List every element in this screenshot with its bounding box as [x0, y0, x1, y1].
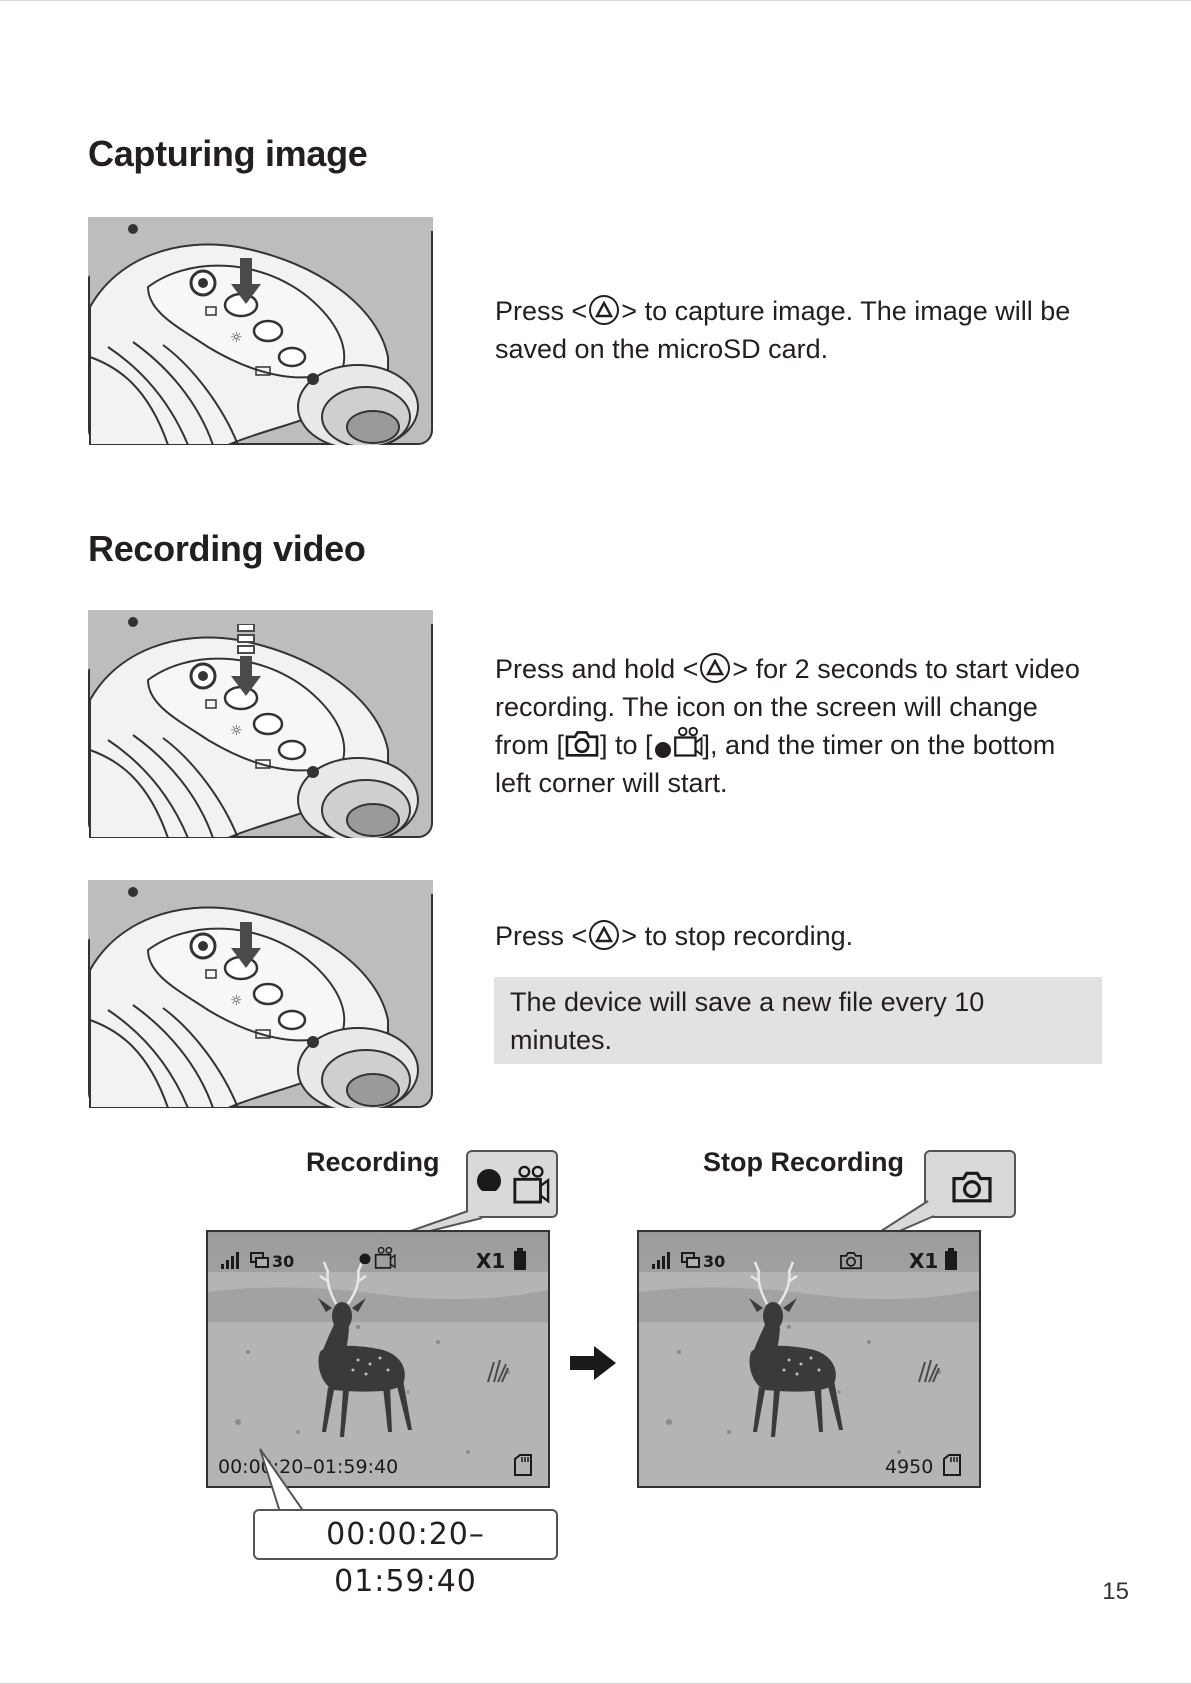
signal-icon	[220, 1252, 240, 1270]
record-dot-icon	[358, 1250, 372, 1264]
capture-button-icon	[589, 295, 619, 325]
zoom-value: X1	[909, 1249, 939, 1273]
record-stop-instructions: Press < > to stop recording.	[495, 921, 854, 951]
stopped-screen	[637, 1230, 981, 1488]
device-illustration-capture	[88, 217, 433, 445]
record-dot-icon	[653, 738, 673, 758]
frames-value: 30	[272, 1252, 295, 1271]
camera-icon	[839, 1250, 863, 1270]
note-box: The device will save a new file every 10 minutes.	[494, 977, 1102, 1064]
top-rule	[0, 0, 1191, 1]
stop-recording-label: Stop Recording	[703, 1147, 904, 1177]
frames-icon	[250, 1252, 270, 1269]
heading-capturing-image: Capturing image	[88, 133, 368, 174]
video-camera-icon	[374, 1246, 396, 1270]
frames-icon	[681, 1252, 701, 1269]
camera-icon	[564, 728, 600, 758]
frames-value: 30	[703, 1252, 726, 1271]
battery-icon	[514, 1248, 526, 1270]
timer-callout-pointer	[246, 1448, 306, 1514]
file-count: 4950	[885, 1456, 934, 1478]
record-dot-icon	[476, 1165, 502, 1191]
camera-icon	[950, 1168, 994, 1204]
timer-readout: 00:00:20–01:59:40	[218, 1456, 399, 1478]
battery-icon	[945, 1248, 957, 1270]
sd-card-icon	[943, 1454, 961, 1476]
press-hold-arrow-icon	[231, 624, 261, 696]
video-camera-icon	[673, 726, 703, 758]
record-start-instructions: Press and hold < > for 2 seconds to start video recording. The icon on the screen will change from [ ] to [ ], and the timer on the bottom left corner will start.	[495, 654, 1080, 798]
recording-callout	[466, 1150, 558, 1218]
timer-callout: 00:00:20–01:59:40	[253, 1509, 558, 1560]
capture-instructions: Press < > to capture image. The image will be saved on the microSD card.	[495, 296, 1071, 364]
press-arrow-icon	[231, 258, 261, 304]
video-camera-icon	[512, 1164, 550, 1206]
signal-icon	[651, 1252, 671, 1270]
sd-card-icon	[514, 1454, 532, 1476]
capture-button-icon	[589, 920, 619, 950]
heading-recording-video: Recording video	[88, 528, 366, 569]
page-number: 15	[1102, 1578, 1129, 1605]
zoom-value: X1	[476, 1249, 506, 1273]
capture-button-icon	[700, 653, 730, 683]
arrow-right-icon	[570, 1346, 616, 1380]
device-illustration-record-stop	[88, 880, 433, 1108]
press-arrow-icon	[231, 922, 261, 968]
recording-label: Recording	[306, 1147, 440, 1177]
